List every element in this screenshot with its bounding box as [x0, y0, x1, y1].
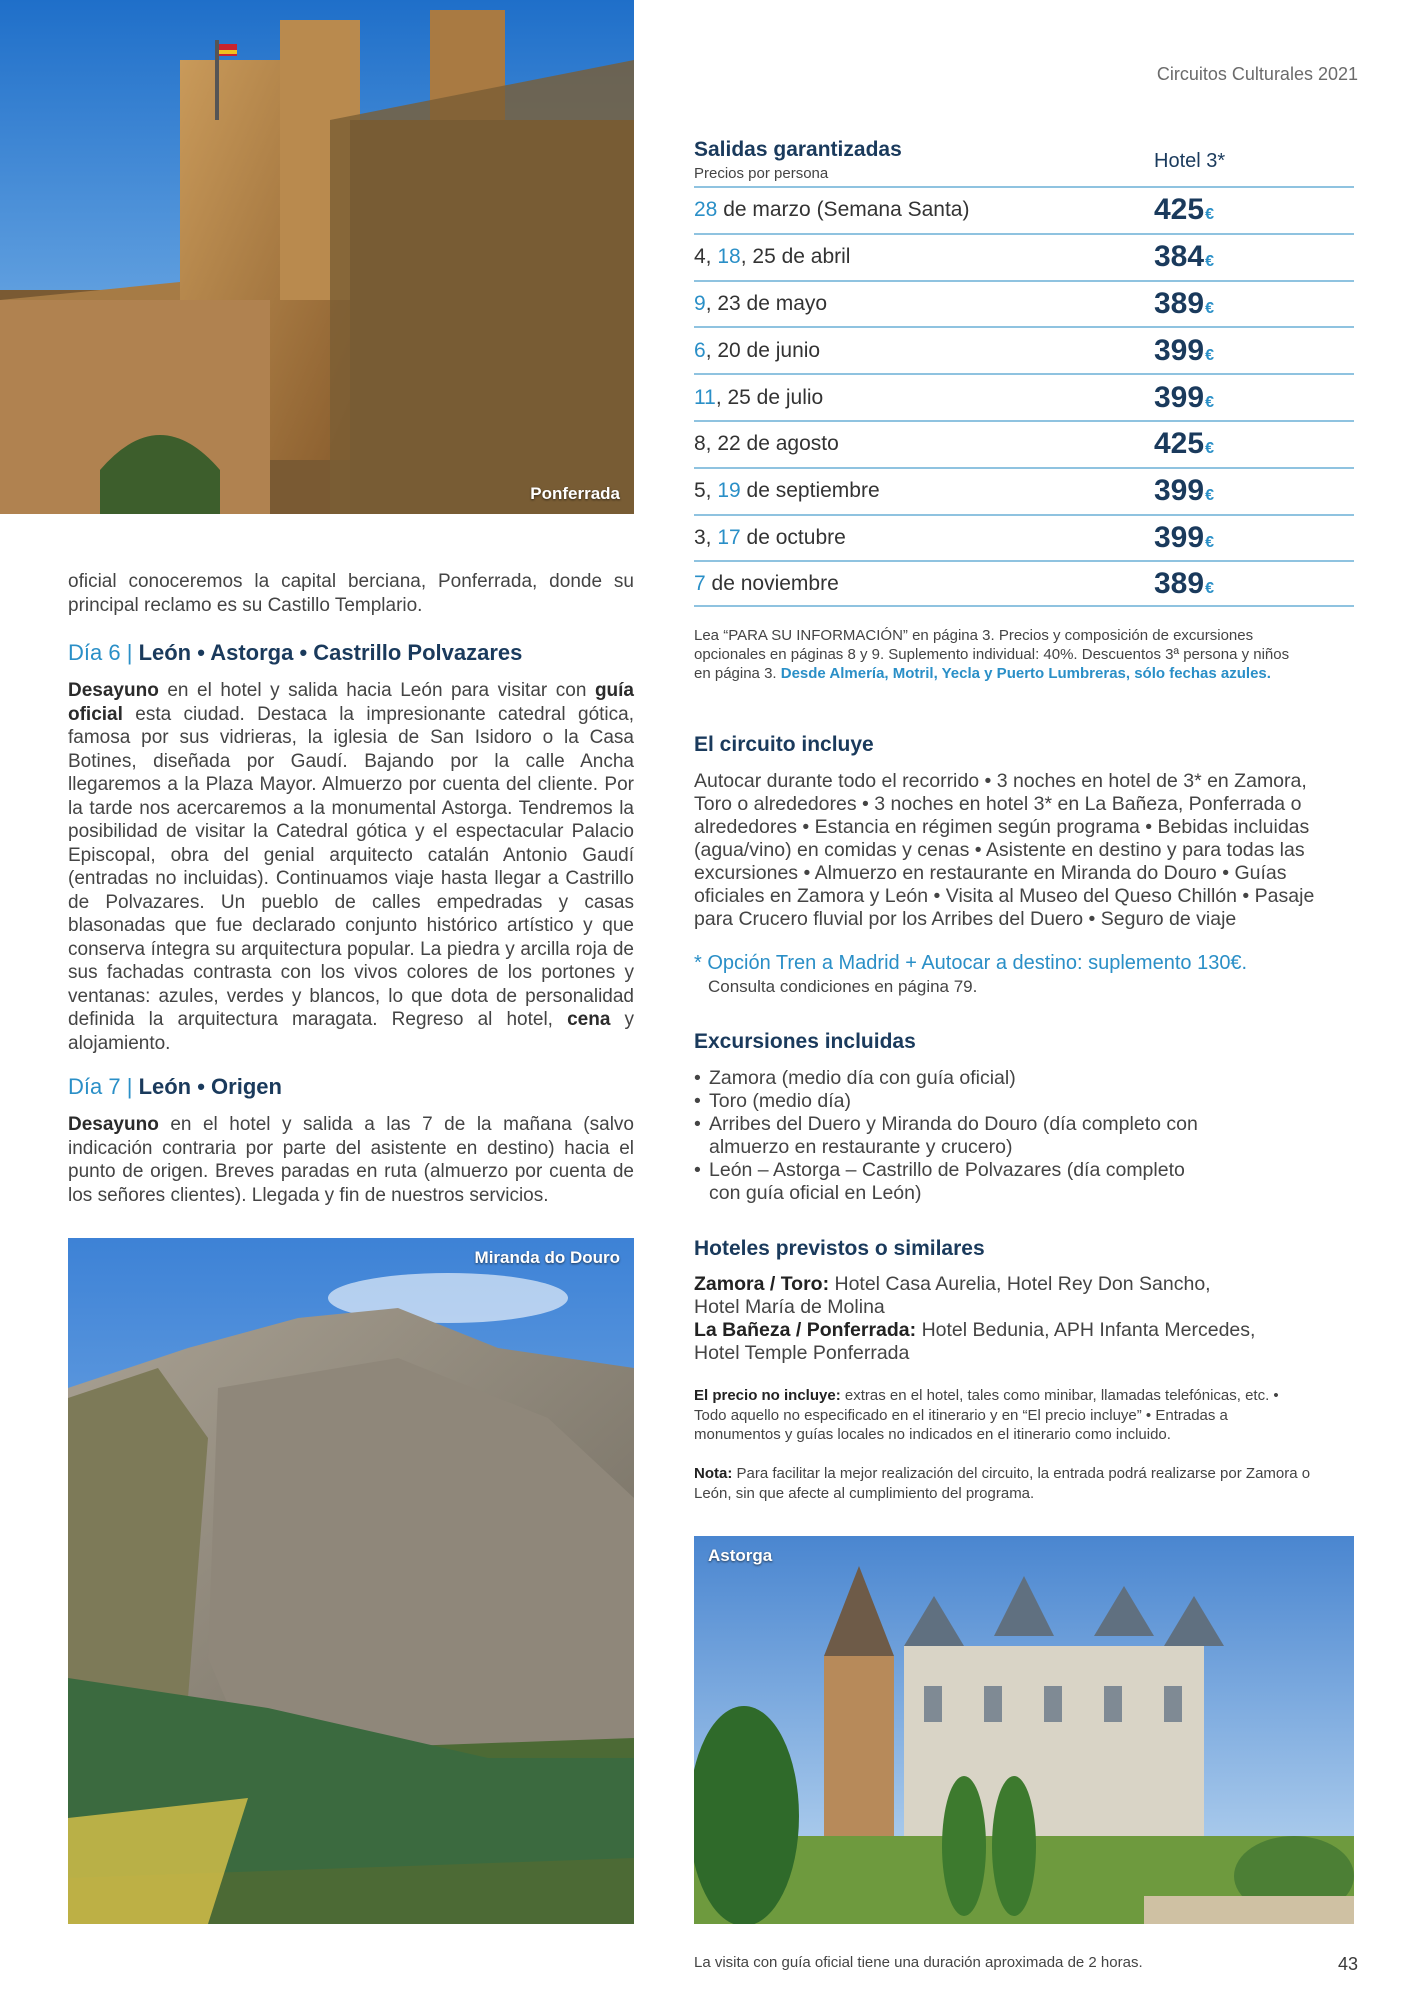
- table-row: [694, 186, 1354, 233]
- prices-title: Salidas garantizadas: [694, 138, 902, 161]
- euro-sign: €: [1205, 533, 1214, 551]
- hotels-title: Hoteles previstos o similares: [694, 1237, 985, 1260]
- row-price: [1154, 334, 1354, 368]
- not-included-text: extras en el hotel, tales como minibar, llamadas telefónicas, etc. • Todo aquello no especificado en el itinerario y en “El precio incluye” • Entradas a monumentos y guías locales no indicados en el itinerario como incluido.: [694, 1387, 1279, 1443]
- includes-text: Autocar durante todo el recorrido • 3 noches en hotel de 3* en Zamora, Toro o alrededores • 3 noches en hotel 3* en La Bañeza, Ponferrada o alrededores • Estancia en régimen según programa • Bebidas incluidas (agua/vino) en comidas y cenas • Asistente en destino y para todas las excursiones • Almuerzo en restaurante en Miranda do Douro • Guías oficiales en Zamora y León • Visita al Museo del Queso Chillón • Pasaje para Crucero fluvial por los Arribes del Duero • Seguro de viaje: [694, 770, 1315, 930]
- euro-sign: €: [1205, 206, 1214, 224]
- hotels-list-zamora: Hotel Casa Aurelia, Hotel Rey Don Sancho, Hotel María de Molina: [694, 1273, 1211, 1318]
- price-value: 399: [1154, 333, 1205, 367]
- caption-ponferrada: Ponferrada: [530, 484, 620, 503]
- day6-heading: [68, 640, 634, 666]
- price-table: [694, 186, 1354, 607]
- day7-separator: |: [126, 1074, 133, 1099]
- price-value: 425: [1154, 427, 1205, 461]
- prices-note: [694, 626, 1304, 683]
- day6-lead-guia: guía oficial: [68, 680, 634, 725]
- prices-note-text: Lea “PARA SU INFORMACIÓN” en página 3. Precios y composición de excursiones opcionales en páginas 8 y 9. Suplemento individual: 40%. Descuentos 3ª persona y niños en página 3.: [694, 627, 1290, 682]
- train-option-conditions: Consulta condiciones en página 79.: [708, 977, 978, 996]
- day6-number: Día 6: [68, 640, 121, 665]
- day6-separator: |: [126, 640, 133, 665]
- photo-ponferrada: [0, 0, 634, 514]
- table-row: [694, 326, 1354, 373]
- date-rest: , 23 de mayo: [705, 291, 828, 315]
- caption-miranda-do-douro: Miranda do Douro: [474, 1248, 620, 1267]
- excursions-title: Excursiones incluidas: [694, 1030, 916, 1053]
- day7-number: Día 7: [68, 1074, 121, 1099]
- caption-astorga: Astorga: [708, 1546, 773, 1565]
- date-highlight: 11: [694, 385, 716, 409]
- row-price: [1154, 474, 1354, 508]
- row-date: [694, 198, 969, 222]
- date-highlight: 19: [717, 479, 741, 503]
- hotels-city-zamora: Zamora / Toro:: [694, 1273, 830, 1295]
- table-row: [694, 373, 1354, 420]
- nota-label: Nota:: [694, 1465, 733, 1482]
- date-prefix: 8, 22 de agosto: [694, 432, 839, 456]
- nota-note: [694, 1464, 1344, 1503]
- photo-astorga: [694, 1536, 1354, 1924]
- price-value: 384: [1154, 240, 1205, 274]
- date-rest: , 25 de abril: [740, 245, 851, 269]
- day6-lead-desayuno: Desayuno: [68, 680, 159, 701]
- date-highlight: 18: [717, 245, 741, 269]
- date-highlight: 28: [694, 198, 718, 222]
- euro-sign: €: [1205, 346, 1214, 364]
- day6-text-3: y alojamiento.: [68, 1009, 634, 1054]
- list-item: • Arribes del Duero y Miranda do Douro (día completo con almuerzo en restaurante y crucero): [694, 1113, 1214, 1159]
- page-number: 43: [1337, 1954, 1358, 1974]
- hotels-city-baneza: La Bañeza / Ponferrada:: [694, 1319, 917, 1341]
- row-date: [694, 386, 823, 410]
- date-highlight: 17: [717, 525, 741, 549]
- row-price: [1154, 427, 1354, 461]
- euro-sign: €: [1205, 487, 1214, 505]
- date-rest: de marzo (Semana Santa): [717, 198, 970, 222]
- date-highlight: 7: [694, 571, 706, 595]
- day6-lead-cena: cena: [567, 1009, 611, 1030]
- excursions-list: [694, 1067, 1214, 1205]
- table-row: [694, 467, 1354, 514]
- price-value: 399: [1154, 380, 1205, 414]
- row-price: [1154, 287, 1354, 321]
- row-price: [1154, 567, 1354, 601]
- date-rest: , 20 de junio: [705, 338, 821, 362]
- date-rest: , 25 de julio: [715, 385, 824, 409]
- euro-sign: €: [1205, 579, 1214, 597]
- day6-title: León • Astorga • Castrillo Polvazares: [138, 640, 523, 665]
- hotels-baneza-ponferrada: [694, 1319, 1294, 1365]
- prices-note-highlight: Desde Almería, Motril, Yecla y Puerto Lumbreras, sólo fechas azules.: [780, 665, 1271, 682]
- day7-title: León • Origen: [138, 1074, 282, 1099]
- date-rest: de noviembre: [705, 571, 839, 595]
- row-price: [1154, 193, 1354, 227]
- euro-sign: €: [1205, 253, 1214, 271]
- day6-text-2: esta ciudad. Destaca la impresionante catedral gótica, famosa por sus vidrieras, la iglesia de San Isidoro o la Casa Botines, diseñada por Gaudí. Bajando por la calle Ancha llegaremos a la Plaza Mayor. Almuerzo por cuenta del cliente. Por la tarde nos acercaremos a la monumental Astorga. Tendremos la posibilidad de visitar la Catedral gótica y el espectacular Palacio Episcopal, obra del genial arquitecto catalán Antonio Gaudí (entradas no incluidas). Continuamos viaje hasta llegar a Castrillo de Polvazares. Un pueblo de calles empedradas y casas blasonadas que fue declarado conjunto histórico artístico y que conserva íntegra su arquitectura popular. La piedra y arcilla roja de sus fachadas contrasta con los vivos colores de los portones y ventanas: azules, verdes y blancos, lo que dota de personalidad definida la arquitectura maragata. Regreso al hotel,: [68, 703, 634, 1030]
- day7-text-1: en el hotel y salida a las 7 de la mañana (salvo indicación contraria por parte del asistente en destino) hacia el punto de origen. Breves paradas en ruta (almuerzo por cuenta de los señores clientes). Llegada y fin de nuestros servicios.: [68, 1114, 634, 1206]
- row-price: [1154, 240, 1354, 274]
- table-row: [694, 233, 1354, 280]
- euro-sign: €: [1205, 440, 1214, 458]
- table-row: [694, 420, 1354, 467]
- not-included-note: [694, 1386, 1294, 1445]
- page-header-title: Circuitos Culturales 2021: [1156, 64, 1358, 84]
- date-rest: de septiembre: [740, 479, 880, 503]
- day7-lead-desayuno: Desayuno: [68, 1114, 159, 1135]
- not-included-label: El precio no incluye:: [694, 1387, 841, 1404]
- day7-heading: [68, 1074, 634, 1100]
- date-highlight: 6: [694, 338, 706, 362]
- train-option: * Opción Tren a Madrid + Autocar a destino: suplemento 130€.: [694, 952, 1248, 974]
- row-date: [694, 572, 839, 596]
- euro-sign: €: [1205, 299, 1214, 317]
- row-date: [694, 432, 839, 456]
- hotels-zamora-toro: [694, 1273, 1254, 1319]
- date-prefix: 3,: [694, 525, 718, 549]
- date-rest: de octubre: [740, 525, 846, 549]
- row-price: [1154, 521, 1354, 555]
- date-highlight: 9: [694, 291, 706, 315]
- footer-note: La visita con guía oficial tiene una duración aproximada de 2 horas.: [694, 1954, 1143, 1971]
- prices-subtitle: Precios por persona: [694, 165, 829, 182]
- row-date: [694, 339, 820, 363]
- row-price: [1154, 381, 1354, 415]
- row-date: [694, 292, 827, 316]
- hotels-list-baneza: Hotel Bedunia, APH Infanta Mercedes, Hotel Temple Ponferrada: [694, 1319, 1256, 1364]
- photo-miranda-do-douro: [68, 1238, 634, 1924]
- row-date: [694, 526, 846, 550]
- includes-title: El circuito incluye: [694, 733, 874, 756]
- euro-sign: €: [1205, 393, 1214, 411]
- price-value: 389: [1154, 566, 1205, 600]
- table-row: [694, 560, 1354, 607]
- row-date: [694, 245, 850, 269]
- intro-text: oficial conoceremos la capital berciana, Ponferrada, donde su principal reclamo es su Castillo Templario.: [68, 571, 634, 616]
- day7-description: [68, 1113, 634, 1207]
- date-prefix: 4,: [694, 245, 718, 269]
- date-prefix: 5,: [694, 479, 718, 503]
- price-value: 389: [1154, 286, 1205, 320]
- list-item: • Toro (medio día): [694, 1090, 1214, 1113]
- list-item: • León – Astorga – Castrillo de Polvazares (día completo con guía oficial en León): [694, 1159, 1214, 1205]
- prices-hotel-header: Hotel 3*: [1154, 150, 1226, 172]
- list-item: • Zamora (medio día con guía oficial): [694, 1067, 1214, 1090]
- row-date: [694, 479, 880, 503]
- nota-text: Para facilitar la mejor realización del circuito, la entrada podrá realizarse por Zamora o León, sin que afecte al cumplimiento del programa.: [694, 1465, 1311, 1502]
- day6-description: [68, 679, 634, 1055]
- price-value: 399: [1154, 474, 1205, 508]
- price-value: 425: [1154, 193, 1205, 227]
- price-value: 399: [1154, 520, 1205, 554]
- table-row: [694, 280, 1354, 327]
- table-row: [694, 514, 1354, 561]
- day6-text-1: en el hotel y salida hacia León para visitar con: [158, 680, 595, 701]
